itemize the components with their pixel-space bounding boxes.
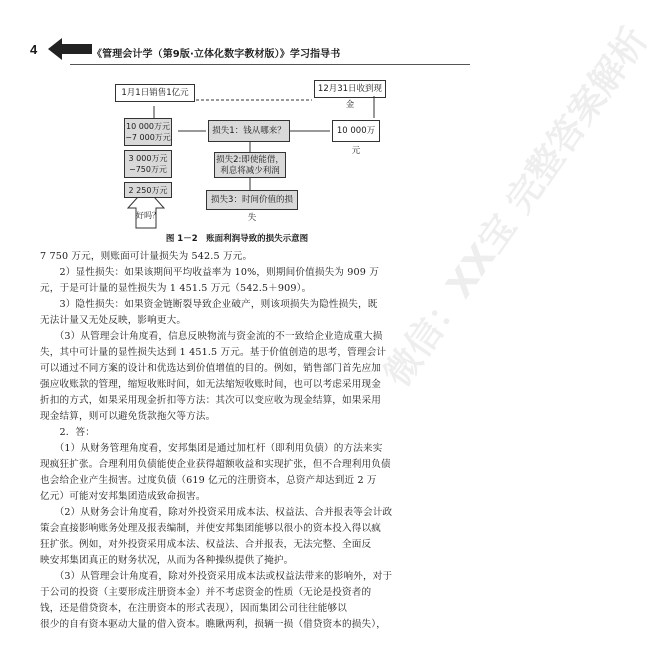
text-line: 策会直接影响账务处理及报表编制，并使安邦集团能够以很小的资本投入得以疯 xyxy=(40,523,382,534)
book-title: 《管理会计学（第9版·立体化数字教材版）》学习指导书 xyxy=(92,49,341,60)
text-line: 无法计量又无处反映，影响更大。 xyxy=(40,315,187,326)
revenue-value: 10 000万元 xyxy=(126,122,170,131)
net-profit-block xyxy=(124,182,172,198)
profit-block xyxy=(124,150,172,178)
text-line: 现疯狂扩张。合理利用负债能使企业获得超额收益和实现扩张，但不合理利用负债 xyxy=(40,459,391,470)
page-number: 4 xyxy=(30,42,38,57)
text-line: 强应收账款的管理，缩短收账时间，如无法缩短收账时间，也可以考虑采用现金 xyxy=(40,379,382,390)
loss1-box: 损失1：钱从哪来？ xyxy=(208,120,290,142)
watermark: 微信：XX宝 完整答案解析 xyxy=(376,20,657,395)
text-line: 失，其中可计量的显性损失达到 1 451.5 万元。基于价值创造的思考，管理会计 xyxy=(40,347,387,358)
loss1-value-box: 10 000万元 xyxy=(332,120,380,142)
text-line: 2）显性损失：如果该期间平均收益率为 10%，则期间价值损失为 909 万 xyxy=(40,267,379,278)
net-profit-value: 2 250万元 xyxy=(128,186,168,195)
text-line: （3）从管理会计角度看，信息反映物流与资金流的不一致给企业造成重大损 xyxy=(40,331,383,342)
cost-value: −7 000万元 xyxy=(125,133,171,142)
text-line: 亿元）可能对安邦集团造成致命损害。 xyxy=(40,491,206,502)
text-line: 很少的自有资本驱动大量的借入资本。瞧瞅两利，损辆一损（借贷资本的损失）， xyxy=(40,619,386,630)
text-line: 元，于是可计量的显性损失为 1 451.5 万元（542.5＋909）。 xyxy=(40,283,312,294)
loss2-box xyxy=(214,152,286,178)
loss3-box: 损失3：时间价值的损失 xyxy=(206,190,298,210)
revenue-block xyxy=(124,118,172,146)
loss2-line2: 利息将减少利润 xyxy=(220,166,280,176)
cash-date-box: 12月31日收到现金 xyxy=(314,80,386,98)
text-line: （3）从管理会计角度看，除对外投资采用成本法或权益法带来的影响外，对于 xyxy=(40,571,393,582)
sale-date-box: 1月1日销售1亿元 xyxy=(115,84,195,102)
text-line: 可以通过不同方案的设计和优选达到价值增值的目的。例如，销售部门首先应加 xyxy=(40,363,382,374)
text-line: 7 750 万元，则账面可计量损失为 542.5 万元。 xyxy=(40,251,253,262)
text-line: 钱，还是借贷资本，在注册资本的形式表现），因而集团公司往往能够以 xyxy=(40,603,347,614)
loss2-line1: 损失2:即使能借， xyxy=(216,155,284,165)
text-line: 3）隐性损失：如果资金链断裂导致企业破产，则该项损失为隐性损失，既 xyxy=(40,299,378,310)
text-line: （2）从财务会计角度看，除对外投资采用成本法、权益法、合并报表等会计政 xyxy=(40,507,393,518)
question-label: 好吗？ xyxy=(136,211,160,220)
text-line: 现金结算，则可以避免货款拖欠等方法。 xyxy=(40,411,216,422)
text-line: 狂扩张。例如，对外投资采用成本法、权益法、合并报表，无法完整、全面反 xyxy=(40,539,372,550)
text-line: 于公司的投资（主要形成注册资本金）并不考虑资金的性质（无论是投资者的 xyxy=(40,587,372,598)
text-line: 折扣的方式，如果采用现金折扣等方法：其次可以变应收为现金结算，如果采用 xyxy=(40,395,382,406)
gross-profit-value: 3 000万元 xyxy=(128,154,168,163)
text-line: 也会给企业产生损害。过度负债（619 亿元的注册资本，总资产却达到近 2 万 xyxy=(40,475,377,486)
tax-value: −750万元 xyxy=(129,165,167,174)
text-line: 2．答： xyxy=(40,427,95,438)
text-line: 映安邦集团真正的财务状况，从而为各种操纵提供了掩护。 xyxy=(40,555,294,566)
text-line: （1）从财务管理角度看，安邦集团是通过加杠杆（即利用负债）的方法来实 xyxy=(40,443,383,454)
figure-caption: 图 1－2 账面利润导致的损失示意图 xyxy=(165,234,309,244)
